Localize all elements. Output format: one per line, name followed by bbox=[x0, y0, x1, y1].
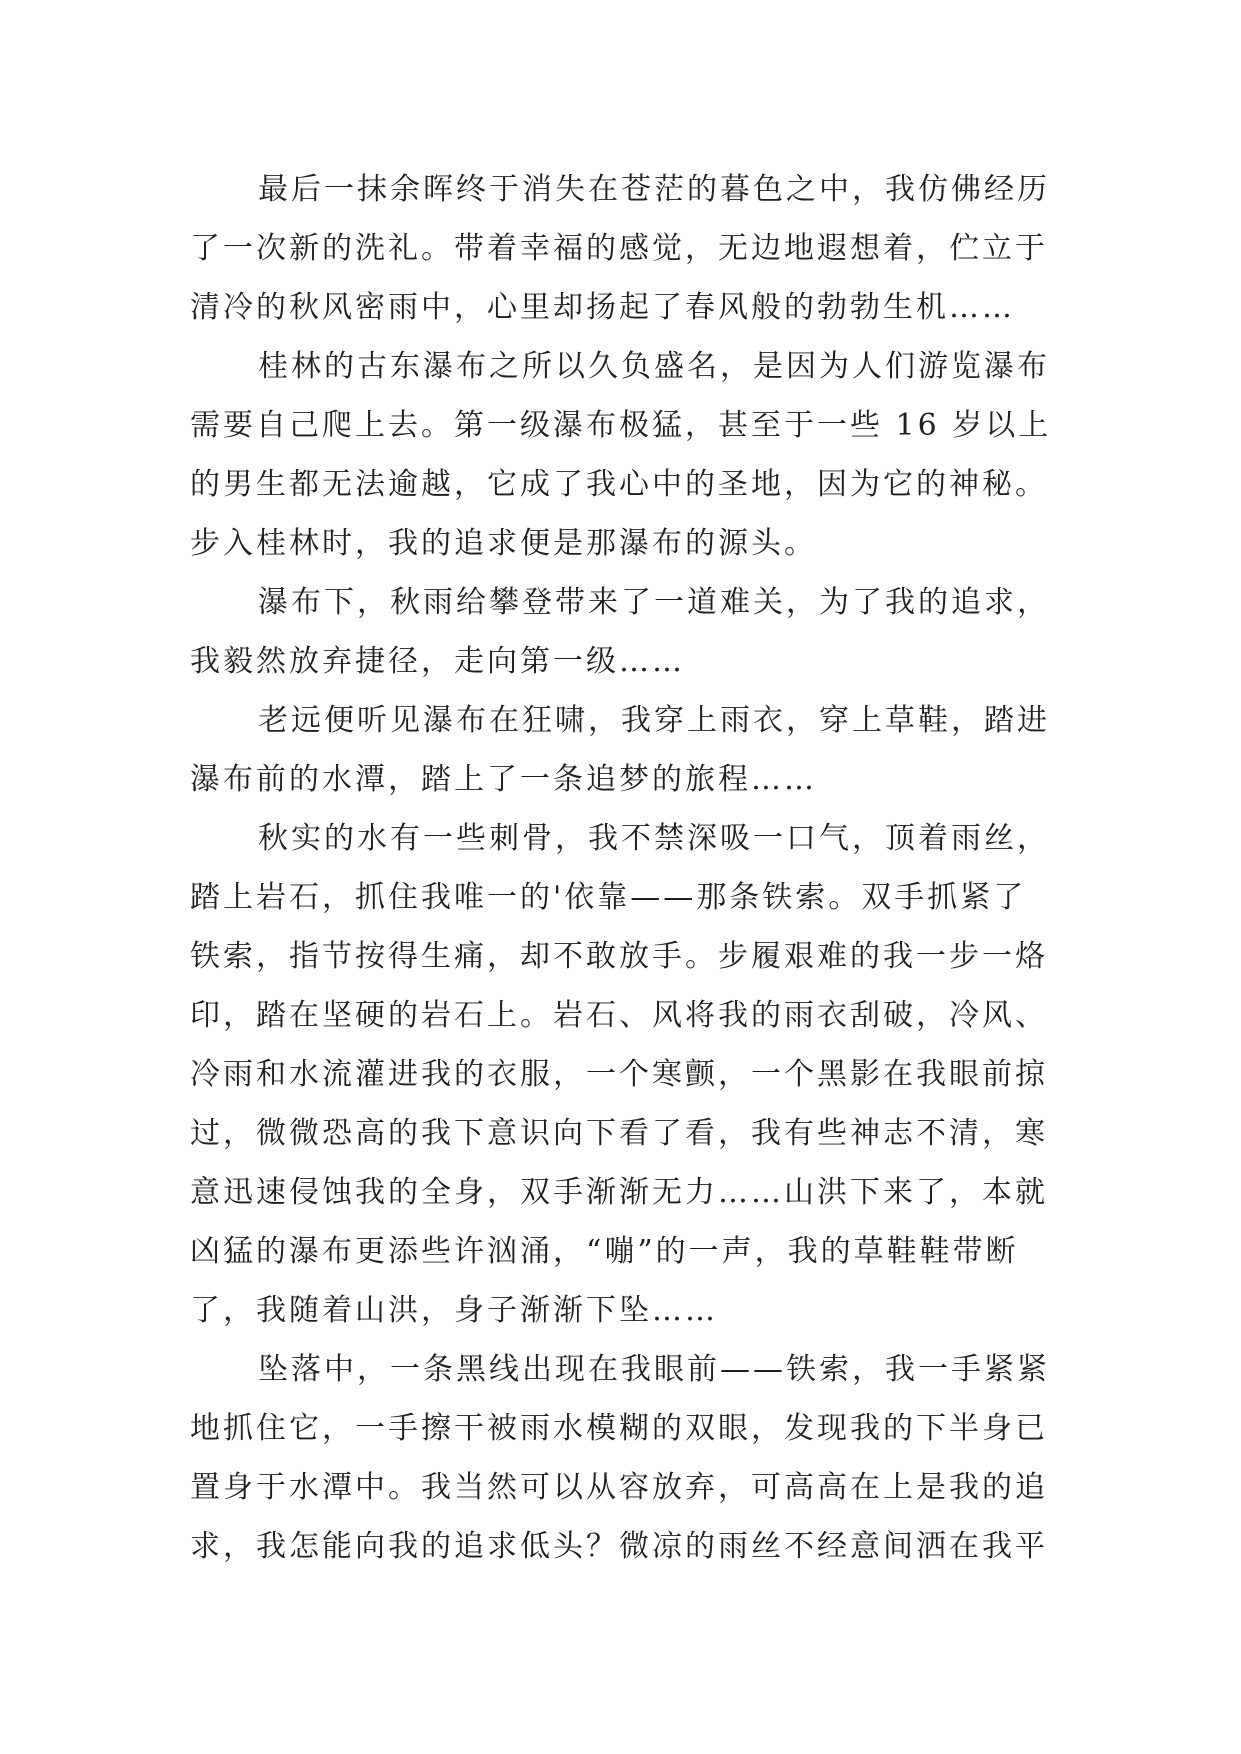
text-line: 老远便听见瀑布在狂啸，我穿上雨衣，穿上草鞋，踏进 bbox=[258, 703, 1050, 738]
text-line: 凶猛的瀑布更添些许汹涌，“嘣”的一声，我的草鞋鞋带断 bbox=[190, 1234, 1019, 1269]
text-line: 瀑布下，秋雨给攀登带来了一道难关，为了我的追求， bbox=[258, 585, 1050, 620]
text-line: 了一次新的洗礼。带着幸福的感觉，无边地遐想着，伫立于 bbox=[190, 231, 1048, 266]
text-line: 冷雨和水流灌进我的衣服，一个寒颤，一个黑影在我眼前掠 bbox=[190, 1057, 1048, 1092]
text-line: 我毅然放弃捷径，走向第一级…… bbox=[190, 644, 685, 679]
text-line: 的男生都无法逾越，它成了我心中的圣地，因为它的神秘。 bbox=[190, 467, 1048, 502]
text-line: 求，我怎能向我的追求低头？微凉的雨丝不经意间洒在我平 bbox=[190, 1529, 1048, 1564]
text-line: 秋实的水有一些刺骨，我不禁深吸一口气，顶着雨丝， bbox=[258, 821, 1050, 856]
text-line: 置身于水潭中。我当然可以从容放弃，可高高在上是我的追 bbox=[190, 1470, 1048, 1505]
text-line: 地抓住它，一手擦干被雨水模糊的双眼，发现我的下半身已 bbox=[190, 1411, 1048, 1446]
text-line: 坠落中，一条黑线出现在我眼前——铁索，我一手紧紧 bbox=[258, 1352, 1050, 1387]
text-line: 了，我随着山洪，身子渐渐下坠…… bbox=[190, 1293, 718, 1328]
text-line: 意迅速侵蚀我的全身，双手渐渐无力……山洪下来了，本就 bbox=[190, 1175, 1048, 1210]
text-line: 印，踏在坚硬的岩石上。岩石、风将我的雨衣刮破，冷风、 bbox=[190, 998, 1048, 1033]
text-line: 需要自己爬上去。第一级瀑布极猛，甚至于一些 16 岁以上 bbox=[190, 408, 1052, 443]
text-line: 最后一抹余晖终于消失在苍茫的暮色之中，我仿佛经历 bbox=[258, 172, 1050, 207]
text-line: 铁索，指节按得生痛，却不敢放手。步履艰难的我一步一烙 bbox=[190, 939, 1048, 974]
text-line: 清冷的秋风密雨中，心里却扬起了春风般的勃勃生机…… bbox=[190, 290, 1015, 325]
text-line: 踏上岩石，抓住我唯一的'依靠——那条铁索。双手抓紧了 bbox=[190, 880, 1027, 915]
text-line: 过，微微恐高的我下意识向下看了看，我有些神志不清，寒 bbox=[190, 1116, 1048, 1151]
text-line: 步入桂林时，我的追求便是那瀑布的源头。 bbox=[190, 526, 817, 561]
text-line: 瀑布前的水潭，踏上了一条追梦的旅程…… bbox=[190, 762, 817, 797]
text-line: 桂林的古东瀑布之所以久负盛名，是因为人们游览瀑布 bbox=[258, 349, 1050, 384]
body-text bbox=[190, 160, 1050, 1576]
